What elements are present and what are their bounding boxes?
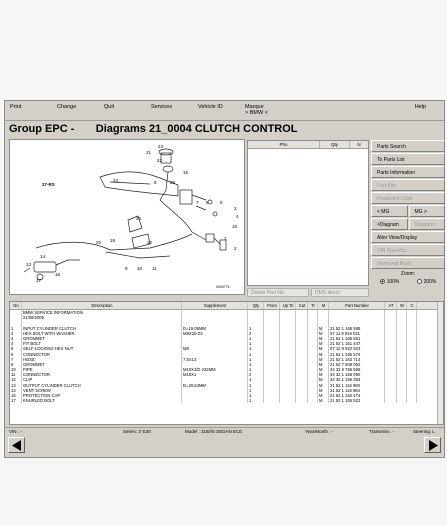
menu-quit[interactable]: Quit [104, 104, 115, 110]
diagram-next-button[interactable]: Diagram> [409, 218, 446, 230]
cell-qty: 1 [248, 398, 264, 403]
dms-direct-button[interactable]: DMS direct [311, 288, 369, 297]
next-page-button[interactable] [424, 437, 441, 453]
cell-pn: 21 52 1 165 574 [329, 352, 385, 357]
cell-qty: 2 [248, 372, 264, 377]
cell-desc: VENT SCREW [22, 388, 182, 393]
status-vin: VIN : - [9, 429, 22, 434]
status-model: Model : 318i/IS SEDAN ECE [185, 429, 243, 434]
menu-vehicle-id[interactable]: Vehicle ID [198, 104, 223, 110]
cell-no: 1 [10, 326, 22, 331]
callout-7: 7 [196, 200, 199, 205]
cell-no: 5 [10, 346, 22, 351]
cell-sup: M8X20-Z3 [182, 331, 248, 336]
previous-page-button[interactable] [8, 437, 25, 453]
cell-m: M [318, 388, 329, 393]
menu-bar [5, 101, 444, 121]
radio-unchecked-icon [417, 279, 422, 284]
cell-pn: 21 52 1 162 474 [329, 393, 385, 398]
cell-m: M [318, 326, 329, 331]
callout-2: 2 [234, 246, 237, 251]
cell-qty: 1 [248, 346, 264, 351]
callout-17: 17 [36, 278, 42, 283]
cell-upto [280, 398, 296, 403]
cell-desc: GROMMET [22, 336, 182, 341]
menu-services[interactable]: Services [151, 104, 173, 110]
cell-m: M [318, 377, 329, 382]
removed-illus-button[interactable]: Removed Illustr. [371, 257, 445, 269]
callout-15: 15 [183, 170, 189, 175]
col-pic: Pho [248, 141, 320, 148]
status-steering: Steering: L [413, 429, 435, 434]
cell-no: 4 [10, 341, 22, 346]
cell-pn: 34 32 1 156 090 [329, 372, 385, 377]
drawing-number: 0004774 [216, 285, 230, 289]
side-button-panel [371, 140, 445, 286]
cell-cat [296, 398, 308, 403]
cell-desc: PROTECTION CAP [22, 393, 182, 398]
cell-no: 15 [10, 393, 22, 398]
zoom-label: Zoom: [400, 271, 416, 277]
cell-desc: SELF-LOCKING HEX NUT [22, 346, 182, 351]
cell-no: 14 [10, 388, 22, 393]
cell-no: 17 [10, 398, 22, 403]
cell-pn: 21 52 1 163 714 [329, 357, 385, 362]
arrow-right-icon [427, 440, 439, 451]
callout-8: 8 [154, 180, 157, 185]
mg-next-button[interactable]: MG > [409, 205, 446, 217]
cell-desc: CONNECTOR [22, 352, 182, 357]
cell-qty: 1 [248, 388, 264, 393]
clutch-diagram [10, 140, 244, 294]
radio-checked-icon [380, 279, 385, 284]
header-at: AT [385, 302, 397, 309]
zoom-200-label: 200% [423, 279, 437, 285]
cell-desc: CONNECTOR [22, 372, 182, 377]
header-w: W [397, 302, 407, 309]
cell-pn: 21 52 7 508 052 [329, 362, 385, 367]
mg-prev-button[interactable]: < MG [371, 205, 408, 217]
status-bar [5, 427, 444, 435]
header-cat: Cat [296, 302, 308, 309]
cell-m: M [318, 398, 329, 403]
cell-no: 12 [10, 377, 22, 382]
status-series: Series: 3' E30 [123, 429, 151, 434]
cell-no: 6 [10, 352, 22, 357]
cell-w [397, 398, 407, 403]
production-date-button[interactable]: Production Date [371, 192, 445, 204]
callout-3: 3 [234, 206, 237, 211]
cell-m: M [318, 383, 329, 388]
cell-pn: 07 12 9 922 503 [329, 346, 385, 351]
cell-no: 7 [10, 357, 22, 362]
cell-qty: 1 [248, 393, 264, 398]
cell-no: 2 [10, 331, 22, 336]
cell-m: M [318, 372, 329, 377]
cell-desc: HOSE [22, 357, 182, 362]
cell-qty: 2 [248, 331, 264, 336]
cell-sup: D=19,05MM [182, 326, 248, 331]
callout-9: 9 [125, 266, 128, 271]
cell-tr [308, 398, 318, 403]
status-year-month: Year/Month : - [305, 429, 334, 434]
cell-no: 10 [10, 367, 22, 372]
to-parts-list-button[interactable]: To Parts List [371, 153, 445, 165]
header-from: From [264, 302, 280, 309]
cell-m: M [318, 367, 329, 372]
callout-12: 12 [147, 240, 153, 245]
cell-at [385, 398, 397, 403]
delete-part-button[interactable]: Delete Part No. [247, 288, 309, 297]
cell-pn: 21 52 1 116 980 [329, 383, 385, 388]
cell-desc: HEX BOLT WITH WASHER [22, 331, 182, 336]
cell-m: M [318, 346, 329, 351]
cell-pn: 34 32 6 756 565 [329, 367, 385, 372]
cell-from [264, 398, 280, 403]
cell-m: M [318, 331, 329, 336]
header-description: Description [22, 302, 182, 309]
callout-19: 19 [110, 238, 116, 243]
cell-m: M [318, 393, 329, 398]
selected-parts-grid[interactable] [247, 140, 369, 286]
vin-specifics-button[interactable]: VIN Specifics [371, 244, 445, 256]
part-kits-button[interactable]: Part Kits [371, 179, 445, 191]
header-c: C [407, 302, 417, 309]
cell-pn: 21 52 1 155 522 [329, 398, 385, 403]
cell-m: M [318, 352, 329, 357]
header-supplement: Supplement [182, 302, 248, 309]
cell-desc: BMW SERVICE INFORMATION [22, 310, 182, 315]
menu-print[interactable]: Print [10, 104, 22, 110]
callout-22: 22 [157, 158, 163, 163]
callout-20: 20 [96, 240, 102, 245]
cell-sup: M10X1 [182, 372, 248, 377]
cell-sup [182, 398, 248, 403]
zoom-100-label: 100% [386, 279, 400, 285]
cell-qty: 1 [248, 326, 264, 331]
callout-11: 11 [152, 266, 157, 271]
cell-qty: 1 [248, 367, 264, 372]
cell-desc: CLIP [22, 377, 182, 382]
zoom-200-radio[interactable] [417, 278, 437, 286]
cell-qty: 1 [248, 341, 264, 346]
menu-marque[interactable] [245, 104, 268, 116]
cell-c [407, 398, 417, 403]
cell-pn: 07 11 9 919 031 [329, 331, 385, 336]
cell-sup: M8 [182, 346, 248, 351]
menu-marque-value: > BMW < [245, 110, 268, 116]
parts-search-button[interactable]: Parts Search [371, 140, 445, 152]
cell-pn: 21 52 1 165 561 [329, 336, 385, 341]
callout-16: 16 [232, 224, 238, 229]
epc-window [4, 100, 445, 458]
mg-nav-row [371, 205, 445, 217]
zoom-options [371, 278, 445, 286]
cell-m: M [318, 341, 329, 346]
header-part-number: Part Number [329, 302, 385, 309]
cell-desc: INPUT CYLINDER CLUTCH [22, 326, 182, 331]
header-m: M [318, 302, 329, 309]
cell-no: 13 [10, 383, 22, 388]
table-row[interactable] [10, 398, 443, 403]
diagram-panel[interactable] [9, 139, 245, 295]
callout-4: 4 [236, 214, 239, 219]
cell-qty: 1 [248, 357, 264, 362]
col-qty: Qty [320, 141, 350, 148]
callout-21: 21 [146, 150, 152, 155]
cell-sup: D=20,64MM [182, 383, 248, 388]
callout-14: 14 [40, 254, 46, 259]
header-no: No [10, 302, 22, 309]
arrow-left-icon [11, 440, 23, 451]
cell-qty: 1 [248, 377, 264, 382]
col-n: N [357, 142, 361, 147]
cell-desc: FIT BOLT [22, 341, 182, 346]
cell-pn: 21 52 1 165 588 [329, 326, 385, 331]
parts-list-header [10, 302, 443, 310]
cell-desc: 21/09/2005 [22, 315, 182, 320]
cell-desc: OUTPUT CYLINDER CLUTCH [22, 383, 182, 388]
parts-list-scrollbar[interactable] [437, 302, 443, 424]
cell-qty: 1 [248, 362, 264, 367]
cell-sup: 7,5X13 [182, 357, 248, 362]
header-tr: Tr [308, 302, 318, 309]
callout-10: 10 [137, 266, 143, 271]
menu-change[interactable]: Change [57, 104, 77, 110]
cell-desc: KNURLED BOLT [22, 398, 182, 403]
cell-qty: 1 [248, 336, 264, 341]
cell-m: M [318, 362, 329, 367]
callout-1: 1 [224, 236, 227, 241]
callout-25: 25 [170, 180, 176, 185]
page-title: Group EPC - Diagrams 21_0004 CLUTCH CONTROL [9, 123, 298, 135]
cell-m: M [318, 357, 329, 362]
status-transmission: Transmiss. - [369, 429, 394, 434]
cell-no: 8 [10, 362, 22, 367]
callout-24: 24 [113, 178, 119, 183]
cell-desc: PIPE [22, 367, 182, 372]
cell-no: 11 [10, 372, 22, 377]
header-qty: Qty [248, 302, 264, 309]
selected-parts-header [248, 141, 368, 149]
cell-sup: M10X1/D 232MM [182, 367, 248, 372]
callout-27-rs: 27-RS [42, 182, 55, 187]
menu-help[interactable]: Help [414, 104, 426, 110]
cell-no: 3 [10, 336, 22, 341]
callout-6: 6 [206, 200, 209, 205]
header-upto: Up To [280, 302, 296, 309]
parts-list-rows [10, 310, 443, 403]
callout-5: 5 [220, 200, 223, 205]
parts-list-table[interactable] [9, 301, 444, 425]
cell-pn: 21 52 1 116 984 [329, 388, 385, 393]
cell-qty: 1 [248, 383, 264, 388]
cell-pn: 34 32 1 155 383 [329, 377, 385, 382]
zoom-100-radio[interactable] [380, 278, 400, 286]
cell-qty: 1 [248, 352, 264, 357]
callout-18: 18 [55, 272, 61, 277]
menu-marque-label: Marque [245, 104, 264, 110]
callout-26: 26 [136, 216, 142, 221]
parts-information-button[interactable]: Parts Information [371, 166, 445, 178]
callout-23: 23 [158, 144, 164, 149]
cell-m: M [318, 336, 329, 341]
cell-pn: 21 52 1 151 447 [329, 341, 385, 346]
diagram-nav-row [371, 218, 445, 230]
callout-13: 13 [26, 262, 32, 267]
diagram-prev-button[interactable]: <Diagram [371, 218, 408, 230]
alter-view-button[interactable]: Alter View/Display [371, 231, 445, 243]
cell-desc: GROMMET [22, 362, 182, 367]
